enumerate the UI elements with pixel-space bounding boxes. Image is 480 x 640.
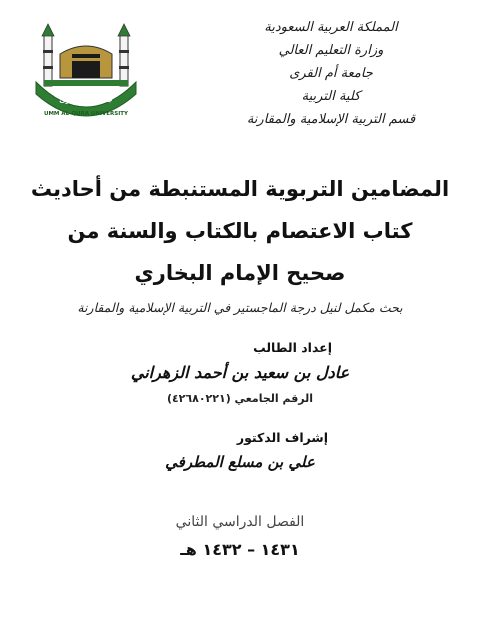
prepared-by-label: إعداد الطالب bbox=[253, 340, 332, 355]
header-line-university: جامعة أم القرى bbox=[289, 66, 373, 81]
thesis-title bbox=[0, 168, 480, 294]
logo-arabic-text: جامعة أم القرى bbox=[59, 96, 113, 104]
supervisor-label: إشراف الدكتور bbox=[236, 430, 328, 445]
logo-english-text: UMM AL-QURA UNIVERSITY bbox=[43, 111, 129, 117]
institution-header bbox=[226, 16, 436, 131]
header-line-ministry: وزارة التعليم العالي bbox=[278, 43, 384, 58]
title-line-3: صحيح الإمام البخاري bbox=[134, 261, 346, 285]
header-line-kingdom: المملكة العربية السعودية bbox=[264, 20, 398, 35]
semester-text: الفصل الدراسي الثاني bbox=[175, 514, 305, 530]
academic-year: ١٤٣١ – ١٤٣٢ هـ bbox=[180, 540, 300, 559]
header-line-department: قسم التربية الإسلامية والمقارنة bbox=[246, 112, 416, 127]
title-line-1: المضامين التربوية المستنبطة من أحاديث bbox=[30, 177, 450, 201]
supervisor-name: علي بن مسلع المطرفي bbox=[165, 453, 315, 471]
student-name: عادل بن سعيد بن أحمد الزهراني bbox=[130, 363, 350, 382]
header-line-college: كلية التربية bbox=[301, 89, 361, 104]
university-logo bbox=[30, 20, 142, 130]
title-line-2: كتاب الاعتصام بالكتاب والسنة من bbox=[67, 219, 413, 243]
student-id: الرقم الجامعي (٤٢٦٨٠٢٢١) bbox=[166, 392, 314, 405]
research-description: بحث مكمل لنيل درجة الماجستير في التربية الإسلامية والمقارنة bbox=[77, 300, 403, 315]
